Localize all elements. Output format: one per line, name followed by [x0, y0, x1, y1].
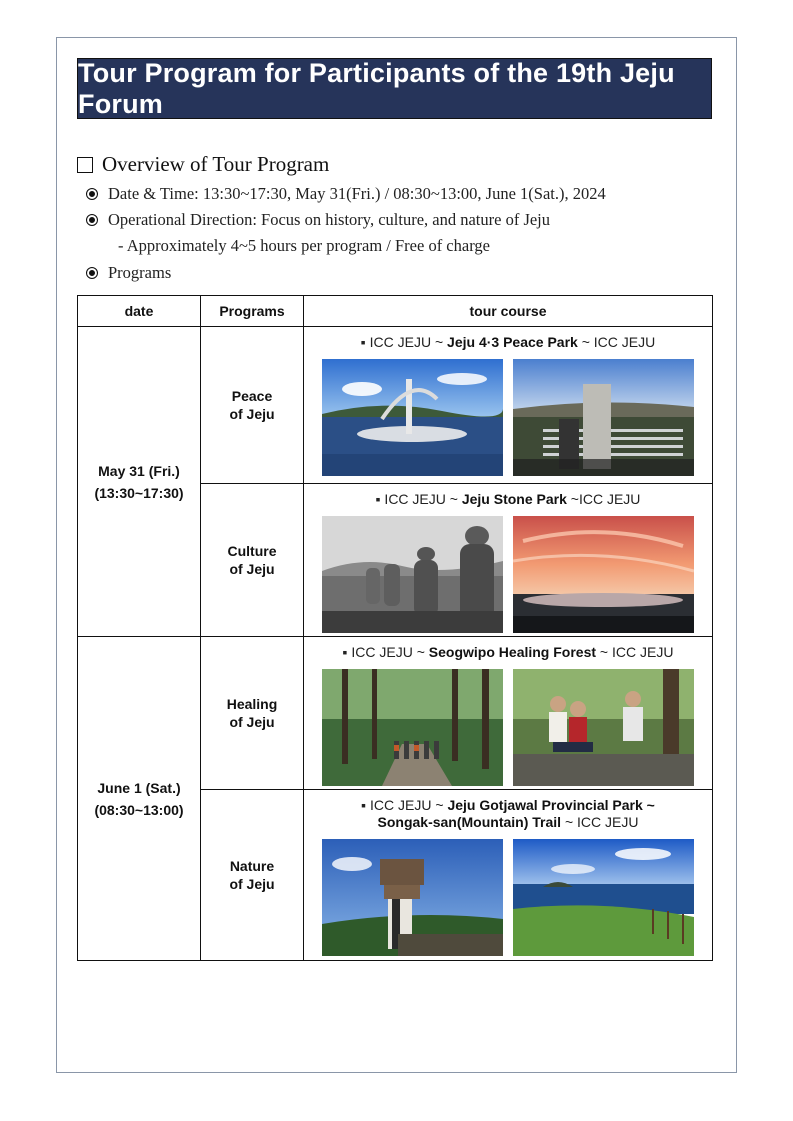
course-cell-peace [304, 327, 713, 484]
program-name-sub: of Jeju [229, 714, 275, 730]
photo-pair [304, 516, 712, 633]
photo-pair [304, 359, 712, 476]
header-date: date [78, 296, 201, 327]
photo-pair [304, 669, 712, 786]
gotjawal-tower-photo [322, 839, 503, 956]
date-label: May 31 (Fri.) [98, 462, 180, 479]
program-cell-healing [201, 637, 304, 790]
program-cell-peace [201, 327, 304, 484]
course-cell-culture [304, 484, 713, 637]
header-tour-course: tour course [304, 296, 713, 327]
date-time-text: Date & Time: 13:30~17:30, May 31(Fri.) / 08:30~13:00, June 1(Sat.), 2024 [108, 184, 606, 203]
date-cell-june1 [78, 637, 201, 961]
course-route: ▪ ICC JEJU ~ Jeju Gotjawal Provincial Park ~ Songak-san(Mountain) Trail ~ ICC JEJU [361, 797, 655, 830]
photo-pair [304, 839, 712, 956]
table-row [78, 637, 713, 790]
table-row [78, 327, 713, 484]
program-cell-culture [201, 484, 304, 637]
course-route: ▪ ICC JEJU ~ Jeju 4·3 Peace Park ~ ICC JEJU [360, 334, 656, 350]
course-cell-nature [304, 790, 713, 961]
peace-park-memorial-photo [513, 359, 694, 476]
stone-park-sunset-photo [513, 516, 694, 633]
direction-text: Operational Direction: Focus on history, culture, and nature of Jeju [108, 210, 551, 229]
course-cell-healing [304, 637, 713, 790]
direction-subtext: - Approximately 4~5 hours per program / Free of charge [118, 236, 490, 255]
date-label: June 1 (Sat.) [97, 779, 181, 796]
programs-label: Programs [108, 263, 172, 282]
date-cell-may31 [78, 327, 201, 637]
stone-park-statues-photo [322, 516, 503, 633]
bullet-direction [86, 210, 550, 230]
circle-bullet-icon [86, 267, 98, 279]
program-name-sub: of Jeju [229, 561, 275, 577]
healing-forest-walk-photo [322, 669, 503, 786]
bullet-programs [86, 263, 171, 283]
program-name: Culture [227, 543, 277, 559]
checkbox-square-icon [77, 157, 93, 173]
program-table [77, 295, 713, 961]
course-route: ▪ ICC JEJU ~ Seogwipo Healing Forest ~ ICC JEJU [342, 644, 674, 660]
peace-park-sculpture-photo [322, 359, 503, 476]
table-header-row [78, 296, 713, 327]
songak-san-coast-photo [513, 839, 694, 956]
program-name: Peace [231, 388, 273, 404]
bullet-date-time [86, 184, 606, 204]
program-name-sub: of Jeju [229, 406, 275, 422]
section-title: Overview of Tour Program [102, 152, 330, 176]
program-name: Healing [226, 696, 278, 712]
course-route: ▪ ICC JEJU ~ Jeju Stone Park ~ICC JEJU [375, 491, 641, 507]
circle-bullet-icon [86, 188, 98, 200]
program-name-sub: of Jeju [229, 876, 275, 892]
circle-bullet-icon [86, 214, 98, 226]
healing-forest-group-photo [513, 669, 694, 786]
section-heading [77, 152, 329, 177]
program-cell-nature [201, 790, 304, 961]
page-title: Tour Program for Participants of the 19th Jeju Forum [78, 57, 675, 119]
header-programs: Programs [201, 296, 304, 327]
program-name: Nature [229, 858, 275, 874]
time-label: (08:30~13:00) [94, 801, 184, 818]
title-banner [77, 58, 712, 119]
time-label: (13:30~17:30) [94, 484, 184, 501]
